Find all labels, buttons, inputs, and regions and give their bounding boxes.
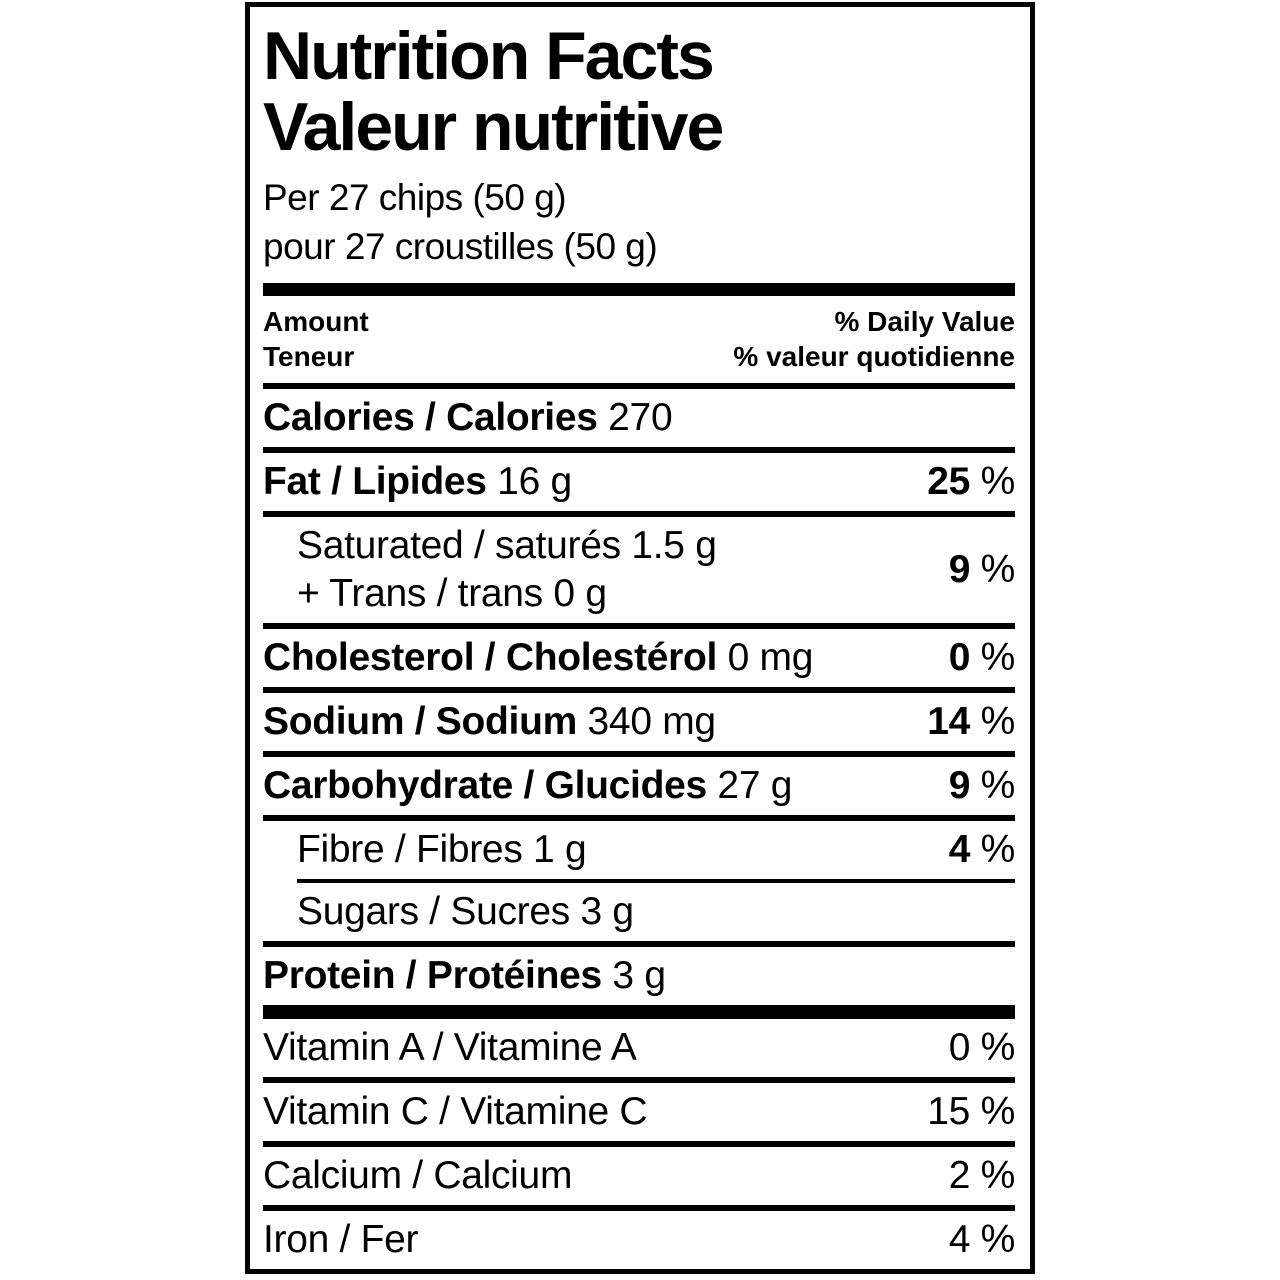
nutrient-text-line [263,1216,418,1264]
nutrient-row-cholesterol [263,629,1015,687]
nutrient-text-line [263,458,572,506]
serving-size-english: Per 27 chips (50 g) [263,177,567,218]
percent-sign: % [970,1218,1015,1261]
nutrient-amount-text: + Trans / trans 0 g [297,572,607,615]
nutrient-amount-text: 16 g [486,460,572,503]
daily-value-cholesterol [939,636,1015,680]
daily-value-number: 14 [927,700,971,743]
nutrient-row-carbohydrate [263,757,1015,815]
nutrient-row-sugars [263,883,1015,941]
daily-value-number: 2 [948,1154,971,1197]
nutrient-amount-text: 0 mg [717,636,814,679]
nutrient-row-calcium [263,1147,1015,1205]
nutrient-amount-text: Saturated / saturés 1.5 g [297,524,717,567]
nutrient-text-line [297,522,717,570]
daily-value-vitamin-c [917,1090,1015,1134]
daily-value-iron [939,1218,1015,1262]
daily-value-number: 15 [927,1090,971,1133]
nutrient-name-sodium [263,698,716,746]
nutrient-amount-text: Vitamin C / Vitamine C [263,1090,648,1133]
nutrient-name-sugars [263,888,634,936]
nutrient-name-protein [263,952,666,1000]
nutrition-facts-panel [245,2,1035,1274]
nutrient-label-bold: Sodium / Sodium [263,700,577,743]
thick-separator-bar-bottom [263,1005,1015,1019]
percent-sign: % [970,1154,1015,1197]
nutrient-amount-text: 270 [597,396,673,439]
nutrient-name-carbohydrate [263,762,792,810]
nutrient-text-line [263,1024,637,1072]
title-french: Valeur nutritive [263,89,723,165]
nutrient-row-vitamin-c [263,1083,1015,1141]
nutrient-name-fat [263,458,572,506]
nutrient-name-vitamin-a [263,1024,637,1072]
nutrient-row-fibre [263,821,1015,879]
nutrient-amount-text: Iron / Fer [263,1218,419,1261]
daily-value-number: 9 [948,548,971,591]
daily-value-header [733,304,1015,374]
daily-value-header-french: % valeur quotidienne [733,341,1015,372]
nutrient-amount-text: Sugars / Sucres 3 g [297,890,634,933]
daily-value-fat [917,460,1015,504]
daily-value-sodium [917,700,1015,744]
nutrient-amount-text: Fibre / Fibres 1 g [297,828,587,871]
thick-separator-bar-top [263,283,1015,296]
daily-value-carbohydrate [939,764,1015,808]
daily-value-fibre [939,828,1015,872]
nutrient-row-vitamin-a [263,1019,1015,1077]
percent-sign: % [970,700,1015,743]
daily-value-number: 4 [948,1218,971,1261]
nutrient-label-bold: Protein / Protéines [263,954,602,997]
column-header-row [263,296,1015,383]
percent-sign: % [970,548,1015,591]
nutrient-text-line [263,698,716,746]
nutrient-name-calcium [263,1152,572,1200]
nutrient-name-vitamin-c [263,1088,647,1136]
amount-header-english: Amount [263,306,369,337]
nutrient-text-line [263,762,792,810]
amount-header-french: Teneur [263,341,355,372]
nutrient-amount-text: Calcium / Calcium [263,1154,573,1197]
nutrient-row-protein [263,947,1015,1005]
nutrient-row-calories [263,389,1015,447]
nutrient-row-iron [263,1211,1015,1269]
nutrient-name-cholesterol [263,634,813,682]
nutrient-text-line [263,1088,647,1136]
nutrient-text-line [263,634,813,682]
nutrient-label-bold: Fat / Lipides [263,460,487,503]
nutrient-name-calories [263,394,672,442]
nutrient-rows-container [263,389,1015,1269]
percent-sign: % [970,828,1015,871]
daily-value-vitamin-a [939,1026,1015,1070]
nutrient-label-bold: Calories / Calories [263,396,598,439]
nutrient-label-bold: Carbohydrate / Glucides [263,764,707,807]
amount-header [263,304,369,374]
nutrient-row-saturated-trans [263,517,1015,623]
nutrient-label-bold: Cholesterol / Cholestérol [263,636,718,679]
nutrient-text-line [297,826,586,874]
nutrient-name-saturated-trans [263,522,717,618]
nutrient-amount-text: 27 g [706,764,793,807]
nutrient-text-line [297,888,634,936]
nutrient-amount-text: 340 mg [577,700,716,743]
percent-sign: % [970,764,1015,807]
daily-value-saturated-trans [939,548,1015,592]
daily-value-number: 0 [948,1026,971,1069]
daily-value-number: 25 [927,460,971,503]
nutrient-amount-text: Vitamin A / Vitamine A [263,1026,637,1069]
percent-sign: % [970,636,1015,679]
serving-size-french: pour 27 croustilles (50 g) [263,226,658,267]
nutrient-name-iron [263,1216,418,1264]
nutrient-text-line [263,1152,572,1200]
daily-value-calcium [939,1154,1015,1198]
nutrient-row-fat [263,453,1015,511]
title-english: Nutrition Facts [263,18,713,94]
percent-sign: % [970,460,1015,503]
nutrient-text-line [297,570,717,618]
daily-value-number: 4 [948,828,971,871]
nutrient-row-sodium [263,693,1015,751]
nutrient-text-line [263,952,666,1000]
nutrient-amount-text: 3 g [601,954,666,997]
nutrient-text-line [263,394,672,442]
daily-value-header-english: % Daily Value [834,306,1015,337]
percent-sign: % [970,1090,1015,1133]
daily-value-number: 9 [948,764,971,807]
daily-value-number: 0 [948,636,971,679]
nutrient-name-fibre [263,826,586,874]
percent-sign: % [970,1026,1015,1069]
